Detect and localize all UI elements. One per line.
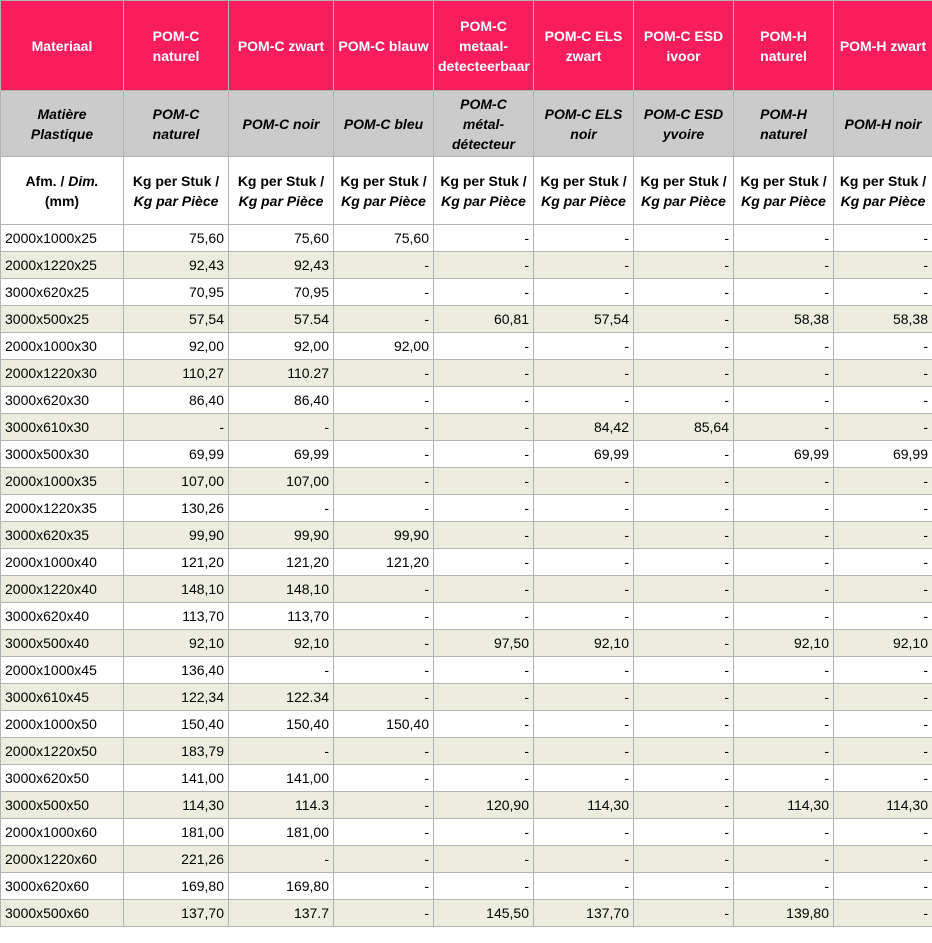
weight-cell: -: [634, 765, 734, 792]
weight-cell: -: [834, 900, 932, 927]
header-col-pom-c-zwart: POM-C zwart: [229, 1, 334, 91]
unit-header: Kg per Stuk / Kg par Pièce: [734, 157, 834, 225]
header-row-dutch: [1, 1, 932, 91]
dimension-cell: 2000x1220x30: [1, 360, 124, 387]
weight-cell: -: [434, 711, 534, 738]
weight-cell: -: [834, 495, 932, 522]
weight-cell: 92,10: [229, 630, 334, 657]
dim-unit: (mm): [44, 192, 80, 209]
table-row: [1, 495, 932, 522]
weight-cell: -: [834, 711, 932, 738]
weight-cell: 107,00: [229, 468, 334, 495]
weight-cell: 99,90: [229, 522, 334, 549]
weight-cell: 113,70: [229, 603, 334, 630]
dim-label-fr: Dim.: [68, 172, 99, 189]
dimension-cell: 3000x500x25: [1, 306, 124, 333]
weight-cell: 141,00: [124, 765, 229, 792]
weight-cell: -: [334, 252, 434, 279]
weight-cell: 114,30: [734, 792, 834, 819]
weight-cell: -: [334, 819, 434, 846]
weight-cell: -: [334, 765, 434, 792]
weight-cell: -: [334, 468, 434, 495]
weight-cell: -: [534, 657, 634, 684]
header-col-fr-3: POM-C bleu: [334, 91, 434, 157]
weight-cell: -: [634, 603, 734, 630]
weight-cell: -: [534, 576, 634, 603]
weight-cell: 114,30: [534, 792, 634, 819]
weight-cell: -: [534, 279, 634, 306]
dimension-cell: 2000x1000x60: [1, 819, 124, 846]
weight-cell: 70,95: [124, 279, 229, 306]
weight-cell: -: [734, 576, 834, 603]
weight-cell: -: [734, 360, 834, 387]
unit-header: Kg per Stuk / Kg par Pièce: [334, 157, 434, 225]
weight-cell: -: [834, 279, 932, 306]
weight-cell: -: [734, 252, 834, 279]
table-row: [1, 549, 932, 576]
weight-cell: -: [634, 792, 734, 819]
weight-cell: 150,40: [124, 711, 229, 738]
weight-cell: 150,40: [229, 711, 334, 738]
weight-cell: -: [334, 414, 434, 441]
weight-cell: 137,70: [534, 900, 634, 927]
weight-cell: -: [634, 576, 734, 603]
weight-cell: -: [734, 279, 834, 306]
weight-cell: 92,00: [334, 333, 434, 360]
table-row: [1, 900, 932, 927]
weight-cell: -: [434, 360, 534, 387]
header-matiere-label: Matière Plastique: [1, 91, 124, 157]
weight-cell: -: [834, 333, 932, 360]
header-col-fr-6: POM-C ESD yvoire: [634, 91, 734, 157]
weight-cell: 86,40: [229, 387, 334, 414]
weight-cell: -: [434, 522, 534, 549]
weight-cell: -: [834, 522, 932, 549]
dimension-cell: 3000x500x40: [1, 630, 124, 657]
weight-cell: 114,30: [124, 792, 229, 819]
weight-cell: -: [534, 252, 634, 279]
weight-cell: -: [334, 873, 434, 900]
weight-cell: -: [634, 279, 734, 306]
weight-cell: 110.27: [229, 360, 334, 387]
weight-cell: -: [434, 252, 534, 279]
weight-cell: -: [434, 603, 534, 630]
dimension-cell: 3000x620x35: [1, 522, 124, 549]
weight-cell: -: [734, 873, 834, 900]
weight-cell: -: [534, 603, 634, 630]
weight-cell: -: [734, 495, 834, 522]
table-row: [1, 765, 932, 792]
dim-label-nl: Afm. /: [25, 172, 69, 189]
unit-header: Kg per Stuk / Kg par Pièce: [124, 157, 229, 225]
weight-cell: 121,20: [229, 549, 334, 576]
weight-cell: -: [334, 900, 434, 927]
weight-cell: -: [634, 441, 734, 468]
table-row: [1, 414, 932, 441]
weight-cell: 169,80: [124, 873, 229, 900]
weight-cell: -: [534, 873, 634, 900]
weight-cell: -: [634, 900, 734, 927]
dimension-cell: 3000x500x30: [1, 441, 124, 468]
weight-cell: -: [534, 468, 634, 495]
weight-cell: 75,60: [124, 225, 229, 252]
weight-cell: -: [334, 738, 434, 765]
weight-cell: 183,79: [124, 738, 229, 765]
weight-cell: 148,10: [229, 576, 334, 603]
weight-cell: -: [229, 495, 334, 522]
weight-cell: -: [534, 738, 634, 765]
weight-cell: -: [534, 684, 634, 711]
table-row: [1, 387, 932, 414]
table-row: [1, 279, 932, 306]
header-col-fr-8: POM-H noir: [834, 91, 932, 157]
header-col-pom-c-esd-ivoor: POM-C ESD ivoor: [634, 1, 734, 91]
weight-cell: -: [229, 657, 334, 684]
weight-cell: 70,95: [229, 279, 334, 306]
weight-cell: -: [834, 360, 932, 387]
weight-cell: 84,42: [534, 414, 634, 441]
weight-cell: 69,99: [229, 441, 334, 468]
weight-cell: 148,10: [124, 576, 229, 603]
weight-cell: 114.3: [229, 792, 334, 819]
weight-cell: -: [834, 603, 932, 630]
weight-cell: -: [634, 495, 734, 522]
weight-cell: 122,34: [124, 684, 229, 711]
table-row: [1, 792, 932, 819]
weight-cell: -: [634, 873, 734, 900]
weight-cell: 92,10: [534, 630, 634, 657]
weight-cell: -: [534, 225, 634, 252]
header-col-fr-4: POM-C métal-détecteur: [434, 91, 534, 157]
weight-cell: -: [434, 225, 534, 252]
weight-cell: -: [634, 522, 734, 549]
table-row: [1, 603, 932, 630]
weight-cell: -: [334, 495, 434, 522]
weight-cell: -: [334, 684, 434, 711]
dimension-cell: 2000x1220x50: [1, 738, 124, 765]
weight-cell: -: [334, 360, 434, 387]
weight-cell: -: [634, 306, 734, 333]
weight-cell: -: [534, 765, 634, 792]
weight-cell: -: [634, 333, 734, 360]
dimension-cell: 3000x500x60: [1, 900, 124, 927]
unit-header: Kg per Stuk / Kg par Pièce: [229, 157, 334, 225]
weight-cell: -: [434, 441, 534, 468]
header-col-fr-5: POM-C ELS noir: [534, 91, 634, 157]
weight-cell: 137.7: [229, 900, 334, 927]
weight-cell: -: [634, 630, 734, 657]
weight-cell: -: [834, 387, 932, 414]
table-row: [1, 306, 932, 333]
weight-cell: -: [834, 225, 932, 252]
weight-cell: -: [229, 414, 334, 441]
weight-cell: -: [734, 765, 834, 792]
weight-cell: 99,90: [124, 522, 229, 549]
weight-cell: -: [334, 387, 434, 414]
weight-cell: -: [634, 252, 734, 279]
dimension-cell: 3000x620x60: [1, 873, 124, 900]
table-row: [1, 684, 932, 711]
weight-cell: -: [834, 414, 932, 441]
dimension-cell: 3000x620x30: [1, 387, 124, 414]
weight-cell: -: [534, 333, 634, 360]
weight-cell: 122.34: [229, 684, 334, 711]
weight-cell: -: [534, 711, 634, 738]
weight-cell: 121,20: [334, 549, 434, 576]
weight-cell: -: [834, 684, 932, 711]
table-row: [1, 630, 932, 657]
weight-cell: -: [734, 225, 834, 252]
weight-cell: -: [734, 468, 834, 495]
dimension-cell: 3000x620x50: [1, 765, 124, 792]
weight-cell: 130,26: [124, 495, 229, 522]
table-row: [1, 225, 932, 252]
header-col-pom-c-blauw: POM-C blauw: [334, 1, 434, 91]
unit-header: Kg per Stuk / Kg par Pièce: [534, 157, 634, 225]
table-body: [1, 225, 932, 927]
weight-cell: -: [434, 549, 534, 576]
weight-cell: 221,26: [124, 846, 229, 873]
weight-cell: -: [534, 549, 634, 576]
header-col-pom-h-zwart: POM-H zwart: [834, 1, 932, 91]
weight-cell: -: [434, 414, 534, 441]
dimension-cell: 2000x1000x25: [1, 225, 124, 252]
weight-cell: 86,40: [124, 387, 229, 414]
weight-cell: -: [434, 279, 534, 306]
header-col-fr-7: POM-H naturel: [734, 91, 834, 157]
weight-cell: -: [229, 846, 334, 873]
weight-cell: -: [634, 549, 734, 576]
weight-cell: -: [334, 846, 434, 873]
weight-cell: 169,80: [229, 873, 334, 900]
dimension-cell: 3000x620x40: [1, 603, 124, 630]
weight-cell: -: [634, 684, 734, 711]
weight-cell: -: [434, 333, 534, 360]
weight-cell: -: [334, 603, 434, 630]
weight-cell: 57.54: [229, 306, 334, 333]
dimension-cell: 2000x1000x40: [1, 549, 124, 576]
weight-cell: -: [734, 657, 834, 684]
weight-cell: -: [734, 414, 834, 441]
weight-cell: -: [634, 738, 734, 765]
table-row: [1, 738, 932, 765]
weight-cell: -: [434, 873, 534, 900]
weight-cell: -: [734, 738, 834, 765]
table-row: [1, 522, 932, 549]
weight-cell: 60,81: [434, 306, 534, 333]
weight-cell: -: [434, 846, 534, 873]
weight-cell: -: [334, 441, 434, 468]
weight-cell: 137,70: [124, 900, 229, 927]
weight-cell: -: [834, 576, 932, 603]
weight-cell: -: [734, 684, 834, 711]
weight-cell: 145,50: [434, 900, 534, 927]
weight-cell: -: [834, 549, 932, 576]
dimension-cell: 2000x1220x60: [1, 846, 124, 873]
weight-cell: 120,90: [434, 792, 534, 819]
weight-cell: -: [734, 711, 834, 738]
table-row: [1, 441, 932, 468]
dimension-cell: 3000x500x50: [1, 792, 124, 819]
table-row: [1, 873, 932, 900]
weight-cell: 113,70: [124, 603, 229, 630]
weight-cell: 92,43: [229, 252, 334, 279]
weight-cell: -: [634, 711, 734, 738]
weight-cell: -: [434, 468, 534, 495]
header-col-pom-c-metaal: POM-C metaal-detecteerbaar: [434, 1, 534, 91]
weight-cell: -: [434, 387, 534, 414]
weight-cell: 69,99: [534, 441, 634, 468]
weight-cell: 110,27: [124, 360, 229, 387]
weight-cell: 92,00: [124, 333, 229, 360]
weight-cell: -: [534, 360, 634, 387]
weight-cell: -: [434, 657, 534, 684]
table-row: [1, 657, 932, 684]
weight-cell: 92,00: [229, 333, 334, 360]
dimension-cell: 2000x1000x30: [1, 333, 124, 360]
weight-cell: 181,00: [124, 819, 229, 846]
weight-cell: -: [634, 225, 734, 252]
weight-cell: -: [434, 495, 534, 522]
weight-cell: -: [334, 576, 434, 603]
table-row: [1, 468, 932, 495]
weight-cell: 141,00: [229, 765, 334, 792]
weight-cell: 114,30: [834, 792, 932, 819]
header-row-units: [1, 157, 932, 225]
weight-cell: 58,38: [834, 306, 932, 333]
weight-cell: -: [534, 495, 634, 522]
weight-cell: -: [834, 252, 932, 279]
dimension-cell: 2000x1220x35: [1, 495, 124, 522]
weight-cell: -: [534, 819, 634, 846]
header-col-pom-h-naturel: POM-H naturel: [734, 1, 834, 91]
weight-cell: -: [534, 846, 634, 873]
weight-cell: -: [634, 360, 734, 387]
dimension-cell: 2000x1000x35: [1, 468, 124, 495]
dimension-cell: 2000x1220x40: [1, 576, 124, 603]
weight-cell: -: [534, 522, 634, 549]
weight-cell: -: [834, 846, 932, 873]
weight-cell: -: [634, 387, 734, 414]
weight-cell: -: [334, 657, 434, 684]
weight-cell: 92,10: [734, 630, 834, 657]
table-row: [1, 711, 932, 738]
weight-cell: 58,38: [734, 306, 834, 333]
weight-cell: -: [434, 819, 534, 846]
dimension-cell: 3000x610x45: [1, 684, 124, 711]
weight-cell: -: [634, 846, 734, 873]
table-row: [1, 819, 932, 846]
weight-cell: -: [834, 468, 932, 495]
weight-cell: 139,80: [734, 900, 834, 927]
weight-cell: -: [434, 576, 534, 603]
weight-cell: 97,50: [434, 630, 534, 657]
header-col-pom-c-els-zwart: POM-C ELS zwart: [534, 1, 634, 91]
weight-cell: -: [734, 846, 834, 873]
weight-cell: 92,10: [834, 630, 932, 657]
weight-cell: -: [334, 630, 434, 657]
weight-cell: 92,43: [124, 252, 229, 279]
dimension-cell: 2000x1000x45: [1, 657, 124, 684]
weight-cell: -: [734, 603, 834, 630]
header-col-fr-2: POM-C noir: [229, 91, 334, 157]
weight-cell: -: [124, 414, 229, 441]
dimension-cell: 2000x1220x25: [1, 252, 124, 279]
weight-cell: 69,99: [834, 441, 932, 468]
weight-cell: -: [734, 522, 834, 549]
weight-cell: -: [334, 306, 434, 333]
weight-cell: -: [734, 333, 834, 360]
weight-cell: 99,90: [334, 522, 434, 549]
weight-cell: -: [634, 657, 734, 684]
weight-cell: -: [434, 684, 534, 711]
unit-header: Kg per Stuk / Kg par Pièce: [434, 157, 534, 225]
weight-cell: 107,00: [124, 468, 229, 495]
weight-cell: -: [734, 387, 834, 414]
weight-cell: -: [534, 387, 634, 414]
weight-cell: -: [734, 819, 834, 846]
weight-cell: -: [229, 738, 334, 765]
table-row: [1, 576, 932, 603]
weight-cell: -: [834, 765, 932, 792]
weight-cell: -: [434, 738, 534, 765]
header-row-french: [1, 91, 932, 157]
header-dimension-label: [1, 157, 124, 225]
weight-cell: -: [834, 873, 932, 900]
weight-cell: 69,99: [124, 441, 229, 468]
weight-cell: 69,99: [734, 441, 834, 468]
weight-cell: 57,54: [124, 306, 229, 333]
unit-header: Kg per Stuk / Kg par Pièce: [634, 157, 734, 225]
header-col-fr-1: POM-C naturel: [124, 91, 229, 157]
header-col-pom-c-naturel: POM-C naturel: [124, 1, 229, 91]
table-row: [1, 846, 932, 873]
weight-cell: -: [734, 549, 834, 576]
weight-cell: -: [334, 792, 434, 819]
weight-cell: -: [834, 657, 932, 684]
weight-cell: 75,60: [334, 225, 434, 252]
weight-cell: -: [434, 765, 534, 792]
weight-cell: 85,64: [634, 414, 734, 441]
weight-cell: 181,00: [229, 819, 334, 846]
weight-cell: -: [834, 819, 932, 846]
weight-cell: 136,40: [124, 657, 229, 684]
weight-cell: -: [634, 468, 734, 495]
table-row: [1, 333, 932, 360]
dimension-cell: 3000x620x25: [1, 279, 124, 306]
weight-cell: -: [334, 279, 434, 306]
table-row: [1, 360, 932, 387]
unit-header: Kg per Stuk / Kg par Pièce: [834, 157, 932, 225]
weight-cell: 92,10: [124, 630, 229, 657]
weight-cell: 121,20: [124, 549, 229, 576]
header-material-label: Materiaal: [1, 1, 124, 91]
dimension-cell: 2000x1000x50: [1, 711, 124, 738]
weight-cell: 75,60: [229, 225, 334, 252]
weight-cell: -: [834, 738, 932, 765]
table-row: [1, 252, 932, 279]
dimension-cell: 3000x610x30: [1, 414, 124, 441]
weight-cell: 57,54: [534, 306, 634, 333]
weight-cell: -: [634, 819, 734, 846]
weight-cell: 150,40: [334, 711, 434, 738]
